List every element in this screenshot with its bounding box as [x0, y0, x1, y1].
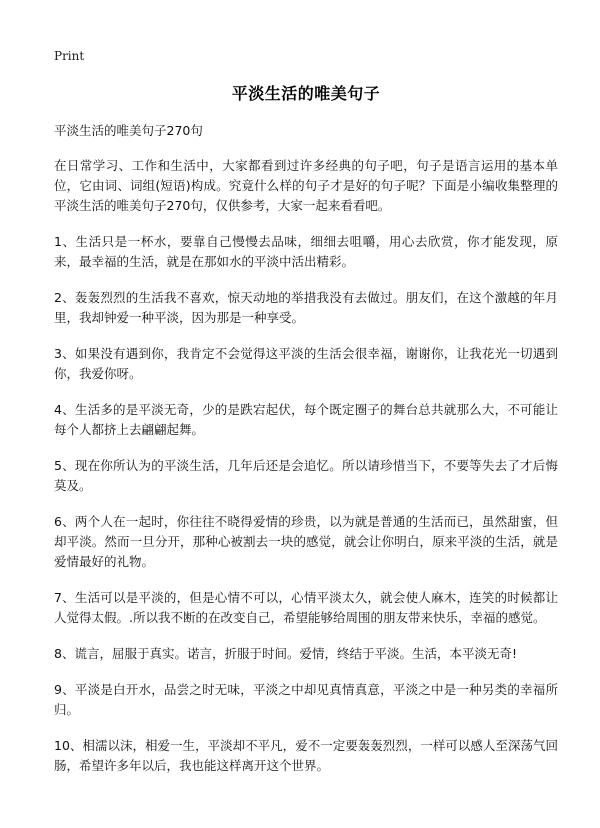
list-item: 5、现在你所认为的平淡生活，几年后还是会追忆。所以请珍惜当下，不要等失去了才后悔莫及。 [54, 458, 558, 493]
sentence-list [54, 232, 558, 776]
list-item: 8、谎言，屈服于真实。诺言，折服于时间。爱情，终结于平淡。生活，本平淡无奇! [54, 646, 517, 661]
article-subtitle: 平淡生活的唯美句子270句 [54, 123, 203, 138]
list-item: 2、轰轰烈烈的生活我不喜欢，惊天动地的举措我没有去做过。朋友们，在这个激越的年月里，我却钟爱一种平淡，因为那是一种享受。 [54, 290, 558, 325]
list-item: 3、如果没有遇到你，我肯定不会觉得这平淡的生活会很幸福，谢谢你，让我花光一切遇到你，我爱你呀。 [54, 346, 558, 381]
intro-paragraph: 在日常学习、工作和生活中，大家都看到过许多经典的句子吧，句子是语言运用的基本单位，它由词、词组(短语)构成。究竟什么样的句子才是好的句子呢？下面是小编收集整理的平淡生活的唯美句子270句，仅供参考，大家一起来看看吧。 [54, 158, 558, 213]
print-link[interactable]: Print [54, 49, 85, 63]
list-item: 1、生活只是一杯水，要靠自己慢慢去品味，细细去咀嚼，用心去欣赏，你才能发现，原来，最幸福的生活，就是在那如水的平淡中活出精彩。 [54, 234, 558, 269]
list-item: 10、相濡以沫，相爱一生，平淡却不平凡，爱不一定要轰轰烈烈，一样可以感人至深荡气回肠，希望许多年以后，我也能这样离开这个世界。 [54, 738, 558, 773]
list-item: 6、两个人在一起时，你往往不晓得爱情的珍贵，以为就是普通的生活而已，虽然甜蜜，但却平淡。然而一旦分开，那种心被割去一块的感觉，就会让你明白，原来平淡的生活，就是爱情最好的礼物。 [54, 514, 558, 569]
page-title: 平淡生活的唯美句子 [231, 84, 381, 103]
list-item: 9、平淡是白开水，品尝之时无味，平淡之中却见真情真意，平淡之中是一种另类的幸福所归。 [54, 682, 558, 717]
list-item: 7、生活可以是平淡的，但是心情不可以，心情平淡太久，就会使人麻木，连笑的时候都让人觉得太假。.所以我不断的在改变自己，希望能够给周围的朋友带来快乐，幸福的感觉。 [54, 590, 558, 625]
list-item: 4、生活多的是平淡无奇，少的是跌宕起伏，每个既定圈子的舞台总共就那么大，不可能让每个人都挤上去翩翩起舞。 [54, 402, 558, 437]
